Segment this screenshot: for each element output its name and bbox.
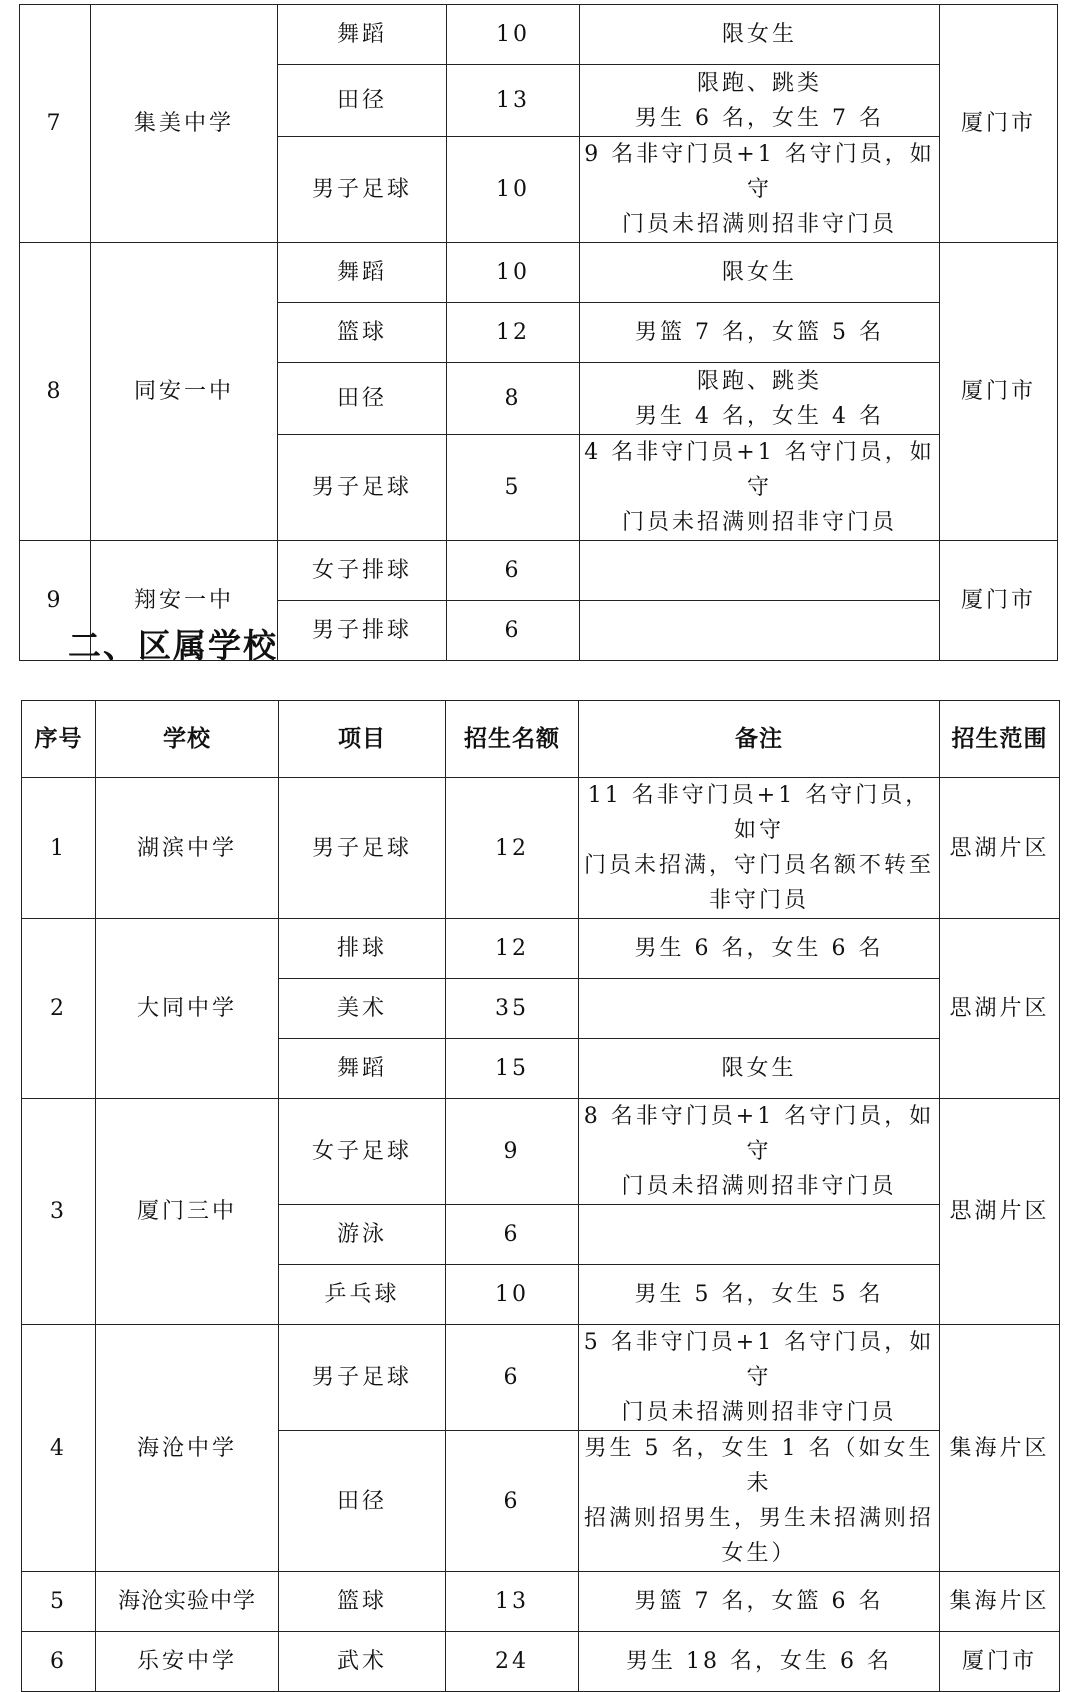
quota-cell: 9: [446, 1099, 579, 1205]
region-cell: 集海片区: [940, 1572, 1060, 1632]
header-project: 项目: [279, 701, 446, 778]
remark-cell: [579, 979, 940, 1039]
remark-line: 男生 5 名，女生 1 名（如女生未: [584, 1436, 934, 1496]
quota-cell: 6: [447, 601, 580, 661]
quota-cell: 10: [446, 1265, 579, 1325]
row-number: 1: [22, 778, 96, 919]
school-name: 海沧实验中学: [96, 1572, 279, 1632]
project-cell: 篮球: [279, 1572, 446, 1632]
remark-line: 门员未招满则招非守门员: [621, 212, 897, 237]
remark-cell: [579, 1099, 940, 1205]
table-row: [22, 1632, 1060, 1692]
table-row: [20, 541, 1058, 601]
remark-cell: [579, 778, 940, 919]
quota-cell: 10: [447, 137, 580, 243]
quota-cell: 13: [446, 1572, 579, 1632]
region-cell: 厦门市: [940, 5, 1058, 243]
remark-cell: 男生 18 名，女生 6 名: [579, 1632, 940, 1692]
project-cell: 男子排球: [278, 601, 447, 661]
region-cell: 厦门市: [940, 541, 1058, 661]
remark-cell: [579, 1325, 940, 1431]
table-row: [22, 1099, 1060, 1205]
project-cell: 游泳: [279, 1205, 446, 1265]
table-row: [22, 919, 1060, 979]
remark-cell: [579, 1431, 940, 1572]
table-row: [22, 1572, 1060, 1632]
remark-cell: 男篮 7 名，女篮 5 名: [580, 303, 940, 363]
school-name: 翔安一中: [91, 541, 278, 661]
remark-cell: [580, 541, 940, 601]
remark-line: 门员未招满则招非守门员: [621, 1174, 897, 1199]
project-cell: 男子足球: [279, 778, 446, 919]
quota-cell: 12: [446, 778, 579, 919]
project-cell: 篮球: [278, 303, 447, 363]
table-row: [20, 5, 1058, 65]
school-name: 集美中学: [91, 5, 278, 243]
table-row: [22, 1325, 1060, 1431]
quota-cell: 10: [447, 5, 580, 65]
project-cell: 田径: [278, 363, 447, 435]
school-name: 乐安中学: [96, 1632, 279, 1692]
quota-cell: 6: [446, 1431, 579, 1572]
table-header-row: [22, 701, 1060, 778]
quota-cell: 8: [447, 363, 580, 435]
remark-line: 女生）: [721, 1541, 797, 1566]
remark-cell: 男生 5 名，女生 5 名: [579, 1265, 940, 1325]
table-row: [20, 243, 1058, 303]
remark-cell: [580, 137, 940, 243]
remark-cell: 男生 6 名，女生 6 名: [579, 919, 940, 979]
remark-line: 门员未招满则招非守门员: [621, 510, 897, 535]
header-school: 学校: [96, 701, 279, 778]
project-cell: 田径: [278, 65, 447, 137]
remark-line: 限跑、跳类: [696, 70, 822, 96]
project-cell: 武术: [279, 1632, 446, 1692]
row-number: 9: [20, 541, 91, 661]
header-remark: 备注: [579, 701, 940, 778]
project-cell: 舞蹈: [279, 1039, 446, 1099]
quota-cell: 6: [447, 541, 580, 601]
remark-line: 8 名非守门员+1 名守门员，如守: [583, 1104, 935, 1164]
project-cell: 乒乓球: [279, 1265, 446, 1325]
remark-line: 男生 6 名，女生 7 名: [635, 105, 884, 131]
remark-line: 非守门员: [708, 888, 809, 913]
project-cell: 舞蹈: [278, 243, 447, 303]
remark-line: 男生 4 名，女生 4 名: [635, 403, 884, 429]
quota-cell: 35: [446, 979, 579, 1039]
remark-line: 招满则招男生，男生未招满则招: [583, 1506, 934, 1531]
remark-cell: [580, 363, 940, 435]
section-heading: 二、区属学校: [68, 626, 278, 665]
project-cell: 田径: [279, 1431, 446, 1572]
remark-line: 9 名非守门员+1 名守门员，如守: [584, 142, 935, 202]
school-name: 厦门三中: [96, 1099, 279, 1325]
region-cell: 思湖片区: [940, 919, 1060, 1099]
project-cell: 女子足球: [279, 1099, 446, 1205]
quota-cell: 5: [447, 435, 580, 541]
row-number: 3: [22, 1099, 96, 1325]
region-cell: 厦门市: [940, 243, 1058, 541]
quota-cell: 6: [446, 1205, 579, 1265]
quota-cell: 24: [446, 1632, 579, 1692]
school-name: 同安一中: [91, 243, 278, 541]
table-district-schools: [21, 700, 1060, 1692]
row-number: 2: [22, 919, 96, 1099]
quota-cell: 13: [447, 65, 580, 137]
remark-line: 门员未招满，守门员名额不转至: [583, 853, 934, 878]
remark-cell: 限女生: [580, 243, 940, 303]
region-cell: 厦门市: [940, 1632, 1060, 1692]
project-cell: 男子足球: [279, 1325, 446, 1431]
remark-cell: [580, 65, 940, 137]
remark-cell: 限女生: [579, 1039, 940, 1099]
remark-line: 11 名非守门员+1 名守门员，如守: [587, 783, 931, 843]
row-number: 8: [20, 243, 91, 541]
school-name: 海沧中学: [96, 1325, 279, 1572]
row-number: 5: [22, 1572, 96, 1632]
project-cell: 排球: [279, 919, 446, 979]
table-municipal-schools: [19, 4, 1058, 661]
school-name: 大同中学: [96, 919, 279, 1099]
school-name: 湖滨中学: [96, 778, 279, 919]
project-cell: 男子足球: [278, 137, 447, 243]
quota-cell: 15: [446, 1039, 579, 1099]
region-cell: 思湖片区: [940, 1099, 1060, 1325]
row-number: 6: [22, 1632, 96, 1692]
region-cell: 思湖片区: [940, 778, 1060, 919]
remark-cell: [580, 435, 940, 541]
header-quota: 招生名额: [446, 701, 579, 778]
remark-line: 4 名非守门员+1 名守门员，如守: [584, 440, 935, 500]
remark-cell: 男篮 7 名，女篮 6 名: [579, 1572, 940, 1632]
remark-line: 门员未招满则招非守门员: [621, 1400, 897, 1425]
row-number: 7: [20, 5, 91, 243]
region-cell: 集海片区: [940, 1325, 1060, 1572]
remark-cell: [580, 601, 940, 661]
remark-line: 限跑、跳类: [696, 368, 822, 394]
project-cell: 舞蹈: [278, 5, 447, 65]
remark-cell: 限女生: [580, 5, 940, 65]
remark-line: 5 名非守门员+1 名守门员，如守: [583, 1330, 935, 1390]
project-cell: 女子排球: [278, 541, 447, 601]
quota-cell: 6: [446, 1325, 579, 1431]
table-row: [22, 778, 1060, 919]
row-number: 4: [22, 1325, 96, 1572]
quota-cell: 12: [446, 919, 579, 979]
quota-cell: 12: [447, 303, 580, 363]
project-cell: 男子足球: [278, 435, 447, 541]
header-region: 招生范围: [940, 701, 1060, 778]
quota-cell: 10: [447, 243, 580, 303]
remark-cell: [579, 1205, 940, 1265]
header-no: 序号: [22, 701, 96, 778]
project-cell: 美术: [279, 979, 446, 1039]
